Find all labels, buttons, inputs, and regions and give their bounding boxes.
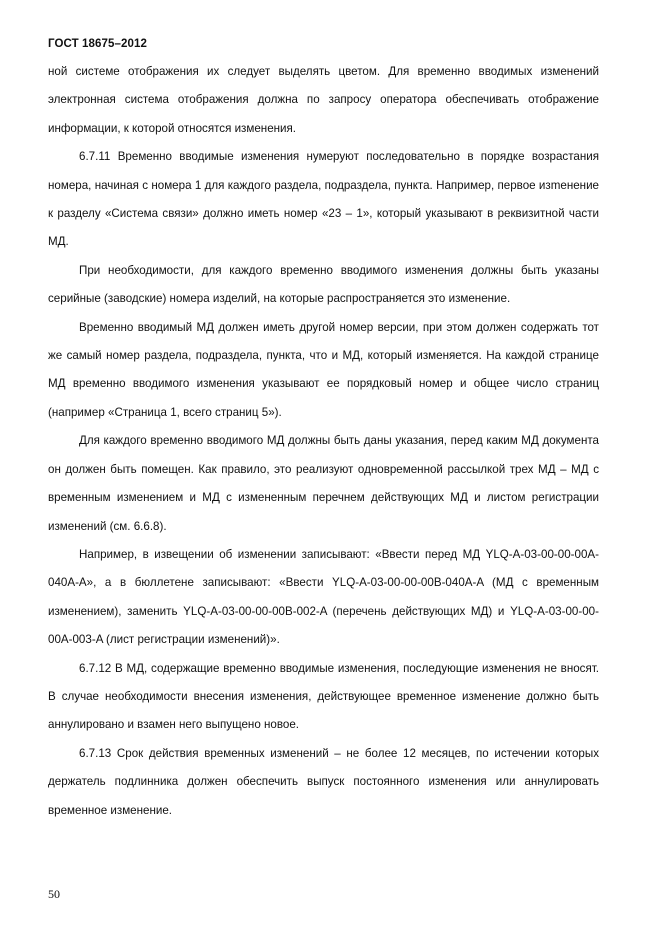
page-number: 50: [48, 887, 60, 901]
paragraph-version-number: Временно вводимый МД должен иметь другой номер версии, при этом должен содержать тот же самый номер раздела, подраздела, пункта, что и МД, который изменяется. На каждой странице МД временно вводимого изменения указывают ее порядковый номер и общее число страниц (например «Страница 1, всего страниц 5»).: [48, 320, 599, 419]
body-text: [48, 58, 599, 825]
page-header-standard-code: ГОСТ 18675–2012: [48, 38, 148, 50]
paragraph-6-7-12: 6.7.12 В МД, содержащие временно вводимые изменения, последующие изменения не вносят. В случае необходимости внесения изменения, действующее временное изменение должно быть аннулировано и взамен него выпущено новое.: [48, 661, 599, 732]
paragraph-serial-numbers: При необходимости, для каждого временно вводимого изменения должны быть указаны серийные (заводские) номера изделий, на которые распространяется это изменение.: [48, 263, 599, 306]
paragraph-placement-instructions: Для каждого временно вводимого МД должны быть даны указания, перед каким МД документа он должен быть помещен. Как правило, это реализуют одновременной рассылкой трех МД – МД с временным изменением и МД с измененным перечнем действующих МД и листом регистрации изменений (см. 6.6.8).: [48, 434, 599, 533]
paragraph-6-7-13: 6.7.13 Срок действия временных изменений – не более 12 месяцев, по истечении которых держатель подлинника должен обеспечить выпуск постоянного изменения или аннулировать временное изменение.: [48, 746, 599, 817]
paragraph-6-7-11: 6.7.11 Временно вводимые изменения нумеруют последовательно в порядке возрастания номера, начиная с номера 1 для каждого раздела, подраздела, пункта. Например, первое изmенение к разделу «Система связи» должно иметь номер «23 – 1», который указывают в реквизитной части МД.: [48, 150, 599, 249]
paragraph-continuation: ной системе отображения их следует выделять цветом. Для временно вводимых изменений электронная система отображения должна по запросу оператора обеспечивать отображение информации, к которой относятся изменения.: [48, 65, 599, 135]
paragraph-example: Например, в извещении об изменении записывают: «Ввести перед МД YLQ-A-03-00-00-00A-040A-A», а в бюллетене записывают: «Ввести YLQ-A-03-00-00-00B-040A-A (МД с временным изменением), заменить YLQ-A-03-00-00-00B-002-A (перечень действующих МД) и YLQ-A-03-00-00-00A-003-A (лист регистрации изменений)».: [48, 547, 599, 647]
